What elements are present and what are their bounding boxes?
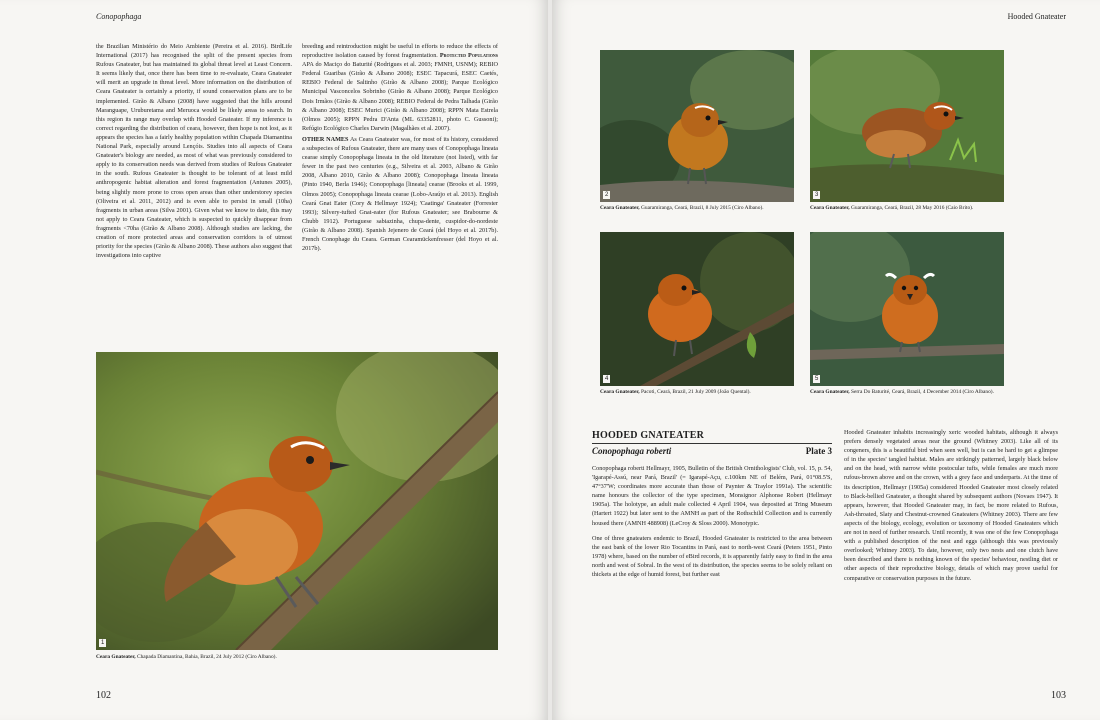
- photo-5: [810, 232, 1004, 386]
- left-column-1: [96, 42, 292, 342]
- left-page: [0, 0, 548, 720]
- left-col2-para2: OTHER NAMES As Ceara Gnateater was, for most of its history, considered a subspecies of Rufous Gnateater, there are many uses of Conopophaga lineata cearae simply Conopophaga lineata in the old literature (not listed), with far fewer in the past two centuries (e.g., Silveira et al. 2003, Albano & Girão 2008, Albano 2010, Girão & Albano 2008); Conopophaga lineata lineata (Pinto 1940, Berla 1946); Conopophaga [lineata] cearae (Brooks et al. 1999, Olmos 2005); Conopophaga lineata cearae (Lobo-Araújo et al. 2013). English Ceará Gnat Eater (Cory & Hellmayr 1924); 'Caatinga' Gnateater (Forrester 1993); Silvery-tufted Gnat-eater (for Rufous Gnateater; see Brabourne & Chubb 1912). Portuguese sabiazinha, chupa-dente, cuspidor-do-nordeste (Girão & Albano 2008). Spanish Jejenero de Ceará (del Hoyo et al. 2017b). French Conophage du Ceara. German Cearamückenfresser (del Hoyo et al. 2017b).: [302, 135, 498, 253]
- photo-3-caption: Ceara Gnateater, Guaramiranga, Ceará, Brazil, 28 May 2016 (Caio Brito).: [810, 205, 974, 211]
- photo-2-caption: Ceara Gnateater, Guaramiranga, Ceará, Brazil, 8 July 2015 (Ciro Albano).: [600, 205, 764, 211]
- running-head-left: Conopophaga: [96, 12, 142, 21]
- species-heading: [592, 430, 832, 456]
- photo-2: [600, 50, 794, 202]
- species-subheading: [592, 446, 832, 456]
- right-column-1: [592, 464, 832, 686]
- right-column-2: [844, 428, 1058, 686]
- left-col2-para1: breeding and reintroduction might be useful in efforts to reduce the effects of reproductive isolation caused by forest fragmentation. Protected Populations APA do Maciço do Baturité (Rodrigues et al. 2003; FMNH, USNM); REBIO Federal Guaribas (Girão & Albano 2008); ESEC Tapacurá, ESEC Caetés, REBIO Federal de Saltinho (Girão & Albano 2008); Parque Ecológico Municipal Vasconcelos Sobrinho (Girão & Albano 2008); Parque Ecológico Dois Irmãos (Girão & Albano 2008); REBIO Federal de Pedra Talhada (Girão & Albano 2008); ESEC Murici (Girão & Albano 2008); RPPN Mata Estrela (Olmos 2005); RPPN Pedra D'Anta (ML 63352811, photo C. Gussoni); Refúgio Ecológico Charles Darwin (Magalhães et al. 2007).: [302, 43, 498, 132]
- photo-5-image: [810, 232, 1004, 386]
- plate-label: Plate 3: [805, 446, 832, 456]
- photo-4-image: [600, 232, 794, 386]
- left-col1-text: the Brazilian Ministério do Meio Ambiente (Pereira et al. 2016). BirdLife International (2017) has recognised the split of the present species from Rufous Gnateater, but has maintained its global threat level at Least Concern. It seems likely that, once there has been time to re-evaluate, Ceara Gnateater will merit an upgrade in threat level. More information on the distribution of Ceara Gnateater is certainly a priority, if sound conservation plans are to be implemented. Girão & Albano (2008) have suggested that the hills around Maranguape, Uruburetama and Meruoca would be likely areas to search. In this region its range may overlap with Hooded Gnateater. If my inference is correct regarding the distribution of ceara, however, then hope is not lost, as it appears the species has a fairly healthy population within Chapada Diamantina National Park, especially around Lençóis. Studies into all aspects of Ceara Gnateater's biology are needed, as most of what was previously considered to apply to its conservation needs was derived from studies of Rufous Gnateater in the south. Rufous Gnateater is thought to be tolerant of at least mild anthropogenic habitat alteration and forest fragmentation (Antunes 2005), being slightly more prone to cross open areas than other understorey species (Oliveira et al. 2011, 2012) and is even able to persist in small (10ha) fragments in urban areas (Silva 2001). Given what we know to date, this may not apply to Ceara Gnateater, which is suspected to quickly disappear from fragments <70ha (Girão & Albano 2008). Although studies are lacking, the creation of more protected areas and conservation corridors is of utmost priority for the species (Girão & Albano 2008). These authors also suggest that investigations into captive: [96, 43, 292, 260]
- photo-5-caption: Ceara Gnateater, Serra Do Baturité, Ceará, Brazil, 4 December 2014 (Ciro Albano).: [810, 389, 994, 395]
- photo-1-number: 1: [101, 640, 105, 646]
- photo-4: [600, 232, 794, 386]
- photo-2-image: [600, 50, 794, 202]
- photo-3-number: 3: [815, 192, 819, 198]
- photo-4-caption: Ceara Gnateater, Pacoti, Ceará, Brazil, 21 July 2009 (João Quental).: [600, 389, 751, 395]
- photo-1-image: [96, 352, 498, 650]
- photo-1: [96, 352, 498, 650]
- photo-2-number: 2: [605, 192, 609, 198]
- running-head-right: Hooded Gnateater: [1007, 12, 1066, 21]
- right-page: [552, 0, 1100, 720]
- photo-3-image: [810, 50, 1004, 202]
- photo-1-caption: Ceara Gnateater, Chapada Diamantina, Bahia, Brazil, 24 July 2012 (Ciro Albano).: [96, 654, 277, 660]
- right-col2-para1: Hooded Gnateater inhabits increasingly xeric wooded habitats, although it always prefers densely vegetated areas near the ground (Whitney 2003). Like all of its congeners, this is a beautiful bird when seen well, but is can be hard to get a glimpse of in the species' tangled habitat. Males are strikingly patterned, largely black below and on the head, with narrow white postocular tufts, while females are much more rufous-brown above and on the crown, with a grey face and underparts. At the time of its description, Hellmayr (1905a) considered Hooded Gnateater most closely related to Black-bellied Gnateater, a thought shared by subsequent authors (Novaes 1947). It appears, however, that Hooded Gnateater may, in fact, be more related to Rufous, Ash-throated, Slaty and Chestnut-crowned Gnateaters (Whitney 2003). There are few aspects of the biology, ecology, evolution or taxonomy of Hooded Gnateaters which are not in need of further research. Until recently, it was one of the few Conopophaga with a published description of the nest and eggs (although this was previously overlooked; Whitney 2003). To date, however, only two nests and one clutch have been described and there is nothing known of the species' behaviour, nestling diet or other aspects of their reproductive biology, details of which may prove useful for comparative or conservation purposes in the future.: [844, 429, 1058, 582]
- photo-5-number: 5: [815, 376, 819, 382]
- species-title: HOODED GNATEATER: [592, 430, 705, 441]
- photo-3: [810, 50, 1004, 202]
- page-number-right: 103: [1051, 690, 1066, 701]
- right-col1-para1: Conopophaga roberti Hellmayr, 1905, Bulletin of the British Ornithologists' Club, vol. 15, p. 54, 'Igarapé-Assú, near Pará, Brazil' (= Igarapé-Açu, c.100km NE of Belém, Pará, 01°08.5'S, 47°37'W; coordinates more accurate than those of Paynter & Traylor 1991a). The scientific name honours the collector of the type specimen, Monsignor Alphonse Robert (Hellmayr 1905a). The holotype, an adult male collected 4 April 1904, was deposited at Tring Museum (Hartert 1922) but later sent to the AMNH as part of the Rothschild Collection and is currently housed there (AMNH 488908) (LeCroy & Sloss 2000). Monotypic.: [592, 465, 832, 527]
- right-col1-para2: One of three gnateaters endemic to Brazil, Hooded Gnateater is restricted to the area between the east bank of the lower Rio Tocantins in Pará, east to north-west Ceará (Peters 1951, Pinto 1978) where, based on the number of eBird records, it is apparently fairly easy to find in the area north and west of Sobral. In the west of its distribution, the species seems to be solely reliant on thickets at the edge of humid forest, but further east: [592, 534, 832, 579]
- photo-4-number: 4: [605, 376, 609, 382]
- heading-rule: [592, 443, 832, 444]
- page-number-left: 102: [96, 690, 111, 701]
- species-scientific-name: Conopophaga roberti: [592, 446, 672, 456]
- left-column-2: [302, 42, 498, 342]
